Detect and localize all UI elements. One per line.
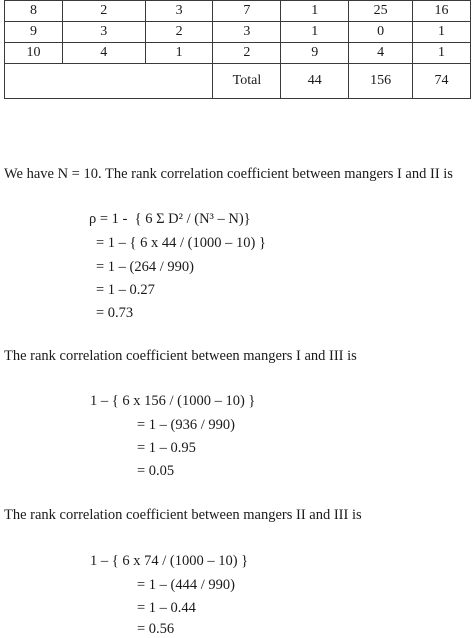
table-row [5, 1, 471, 22]
calc-line: = 1 – 0.44 [137, 600, 196, 616]
table-cell: 4 [62, 43, 145, 64]
table-cell: 2 [145, 22, 213, 43]
calc-line: = 1 – (936 / 990) [137, 417, 235, 433]
table-cell: 1 [281, 1, 349, 22]
table-cell: 7 [213, 1, 281, 22]
calc-line: = 1 – 0.27 [96, 282, 155, 298]
total-label: Total [213, 64, 281, 99]
table-cell: 3 [213, 22, 281, 43]
table-cell: 4 [349, 43, 413, 64]
table-cell: 1 [281, 22, 349, 43]
calc-line: = 0.73 [96, 305, 134, 321]
table-cell: 10 [5, 43, 63, 64]
section2-intro: The rank correlation coefficient between mangers I and III is [4, 348, 357, 364]
table-cell: 1 [413, 43, 471, 64]
calc-line: = 1 – (444 / 990) [137, 577, 235, 593]
calc-line: = 0.05 [137, 463, 175, 479]
calc-line: 1 – { 6 x 74 / (1000 – 10) } [90, 553, 249, 569]
table-cell: 16 [413, 1, 471, 22]
table-cell: 1 [413, 22, 471, 43]
section3-intro: The rank correlation coefficient between mangers II and III is [4, 507, 362, 523]
total-value: 44 [281, 64, 349, 99]
table-cell: 2 [62, 1, 145, 22]
table-cell: 25 [349, 1, 413, 22]
calc-line: = 1 – (264 / 990) [96, 259, 194, 275]
table-cell: 8 [5, 1, 63, 22]
rank-table [4, 0, 471, 99]
table-empty-cell [5, 64, 213, 99]
table-cell: 3 [145, 1, 213, 22]
calc-line: = 0.56 [137, 621, 175, 637]
table-cell: 9 [5, 22, 63, 43]
calc-line: ρ = 1 - { 6 Σ D² / (N³ – N)} [89, 211, 251, 227]
table-row [5, 43, 471, 64]
table-cell: 0 [349, 22, 413, 43]
calc-line: = 1 – { 6 x 44 / (1000 – 10) } [96, 235, 266, 251]
calc-line: 1 – { 6 x 156 / (1000 – 10) } [90, 393, 256, 409]
total-value: 156 [349, 64, 413, 99]
table-cell: 1 [145, 43, 213, 64]
table-cell: 9 [281, 43, 349, 64]
total-value: 74 [413, 64, 471, 99]
table-row [5, 22, 471, 43]
calc-line: = 1 – 0.95 [137, 440, 196, 456]
table-cell: 3 [62, 22, 145, 43]
table-cell: 2 [213, 43, 281, 64]
section1-intro: We have N = 10. The rank correlation coefficient between mangers I and II is [4, 166, 453, 182]
table-total-row [5, 64, 471, 99]
